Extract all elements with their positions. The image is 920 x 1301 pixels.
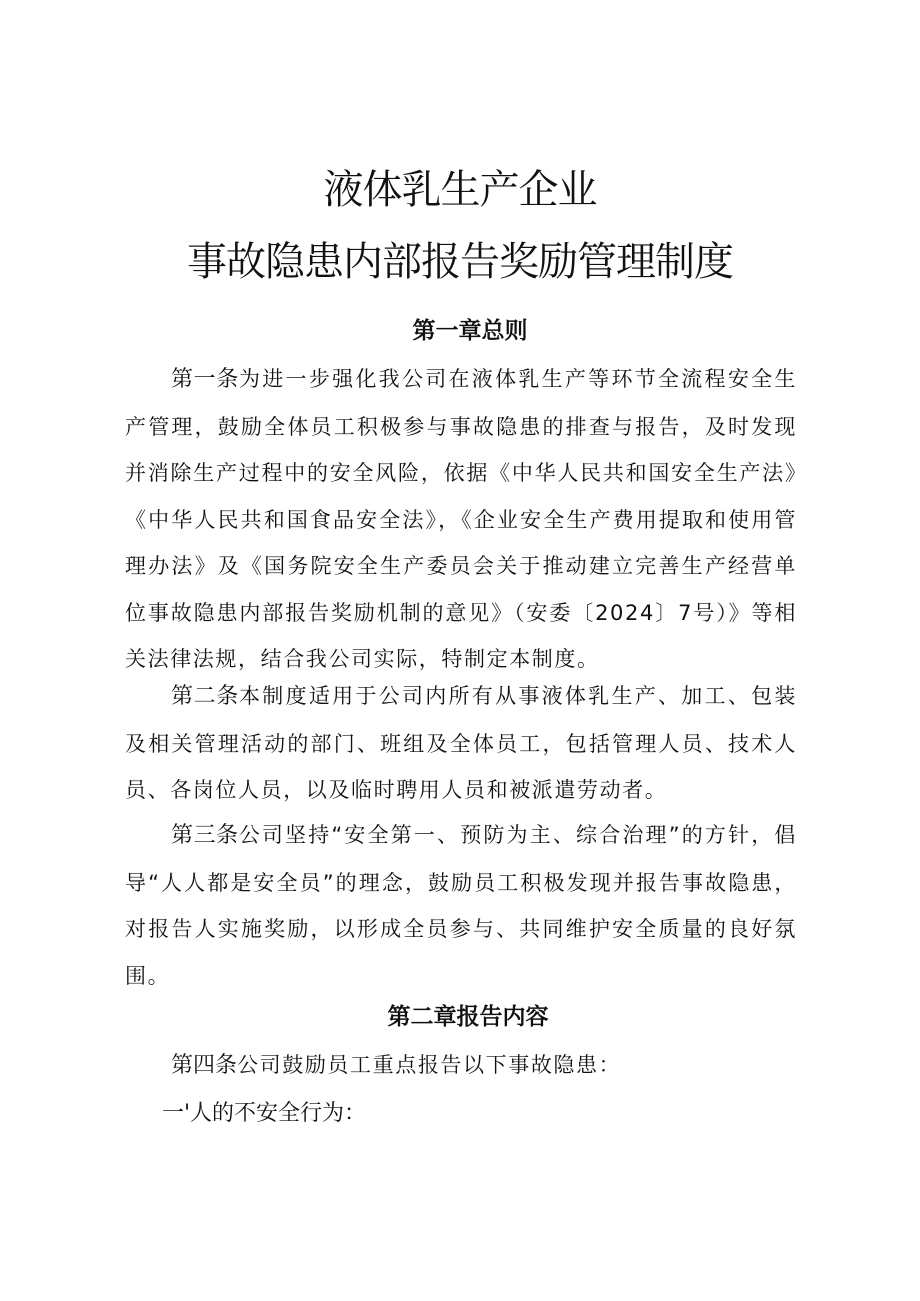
article-4-text: 公司鼓励员工重点报告以下事故隐患： [237, 1053, 622, 1077]
article-2 [125, 673, 797, 814]
subheading-1: 一'人的不安全行为： [162, 1101, 367, 1126]
article-4 [125, 1042, 797, 1090]
article-3 [125, 812, 797, 999]
document-title-line2: 事故隐患内部报告奖励管理制度 [187, 239, 733, 285]
article-2-text: 本制度适用于公司内所有从事液体乳生产、加工、包装及相关管理活动的部门、班组及全体员工，包括管理人员、技术人员、各岗位人员，以及临时聘用人员和被派遣劳动者。 [125, 684, 797, 802]
document-title-line1: 液体乳生产企业 [323, 167, 597, 213]
article-3-label: 第三条 [171, 823, 239, 848]
chapter-heading-2: 第二章报告内容 [387, 1004, 549, 1030]
article-1 [125, 356, 797, 683]
chapter-heading-1: 第一章总则 [412, 318, 528, 344]
article-2-label: 第二条 [171, 684, 240, 709]
article-1-text: 为进一步强化我公司在液体乳生产等环节全流程安全生产管理，鼓励全体员工积极参与事故隐患的排查与报告，及时发现并消除生产过程中的安全风险，依据《中华人民共和国安全生产法》《中华人民共和国食品安全法》，《企业安全生产费用提取和使用管理办法》及《国务院安全生产委员会关于推动建立完善生产经营单位事故隐患内部报告奖励机制的意见》（安委〔2024〕7号）》等相关法律法规，结合我公司实际，特制定本制度。 [125, 367, 797, 671]
article-4-label: 第四条 [171, 1053, 238, 1078]
article-3-text: 公司坚持“安全第一、预防为主、综合治理”的方针，倡导“人人都是安全员”的理念，鼓励员工积极发现并报告事故隐患，对报告人实施奖励，以形成全员参与、共同维护安全质量的良好氛围。 [125, 823, 797, 988]
article-1-label: 第一条 [171, 367, 240, 392]
